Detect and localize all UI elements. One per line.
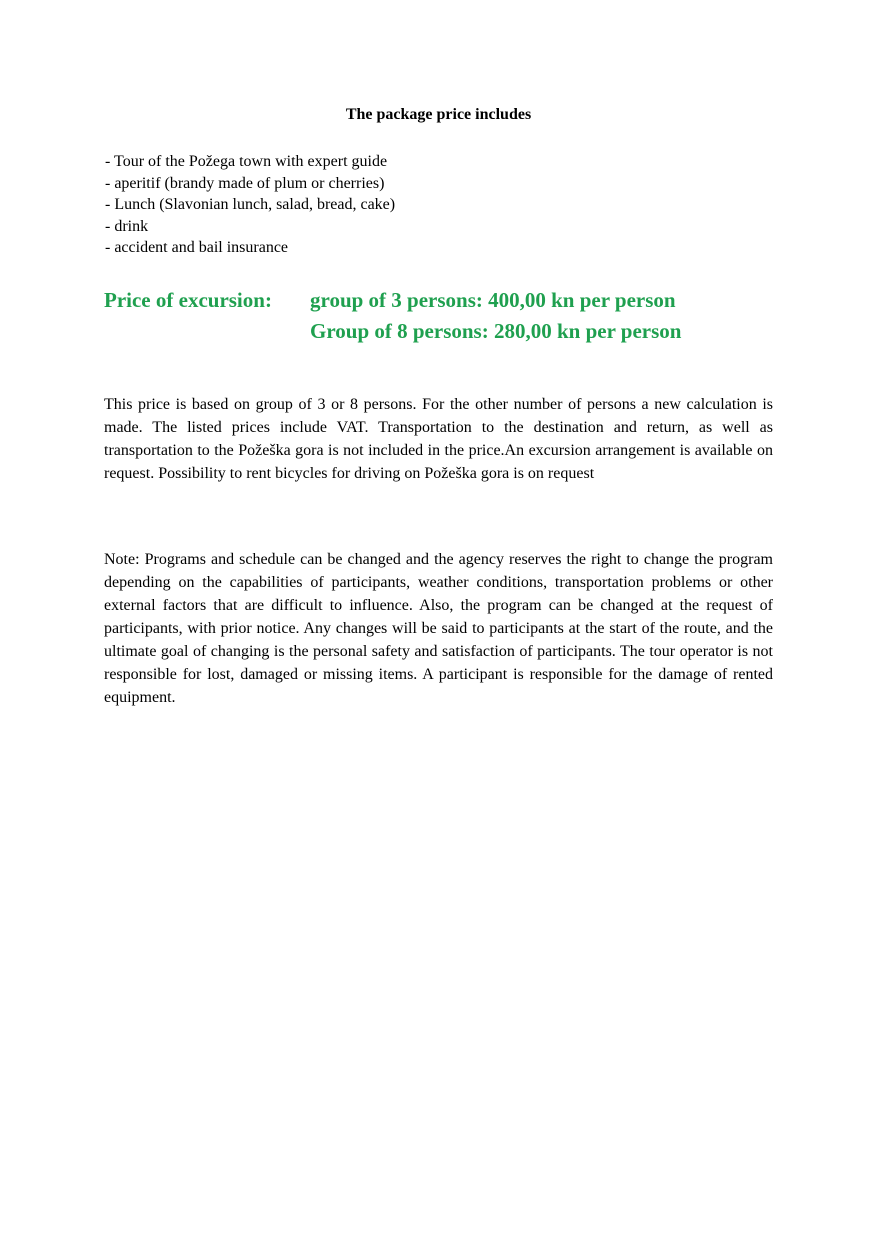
list-item: - Tour of the Požega town with expert guide (105, 153, 388, 170)
list-item: - drink (105, 217, 149, 235)
section-title: The package price includes (345, 106, 532, 123)
list-item: - aperitif (brandy made of plum or cherries) (105, 174, 385, 192)
list-item: - Lunch (Slavonian lunch, salad, bread, cake) (105, 196, 396, 213)
includes-list (105, 151, 395, 259)
price-group-3: group of 3 persons: 400,00 kn per person (310, 288, 676, 312)
price-label: Price of excursion: (104, 288, 272, 312)
note-paragraph: Note: Programs and schedule can be changed and the agency reserves the right to change the program depending on the capabilities of participants, weather conditions, transportation problems or other external factors that are difficult to influence. Also, the program can be changed at the request of participants, with prior notice. Any changes will be said to participants at the start of the route, and the ultimate goal of changing is the personal safety and satisfaction of participants. The tour operator is not responsible for lost, damaged or missing items. A participant is responsible for the damage of rented equipment. (104, 551, 773, 706)
pricing-paragraph: This price is based on group of 3 or 8 persons. For the other number of persons a new calculation is made. The listed prices include VAT. Transportation to the destination and return, as well as transportation to the Požeška gora is not included in the price.An excursion arrangement is available on request. Possibility to rent bicycles for driving on Požeška gora is on request (104, 396, 773, 482)
list-item: - accident and bail insurance (105, 239, 289, 256)
price-group-8: Group of 8 persons: 280,00 kn per person (310, 319, 682, 343)
